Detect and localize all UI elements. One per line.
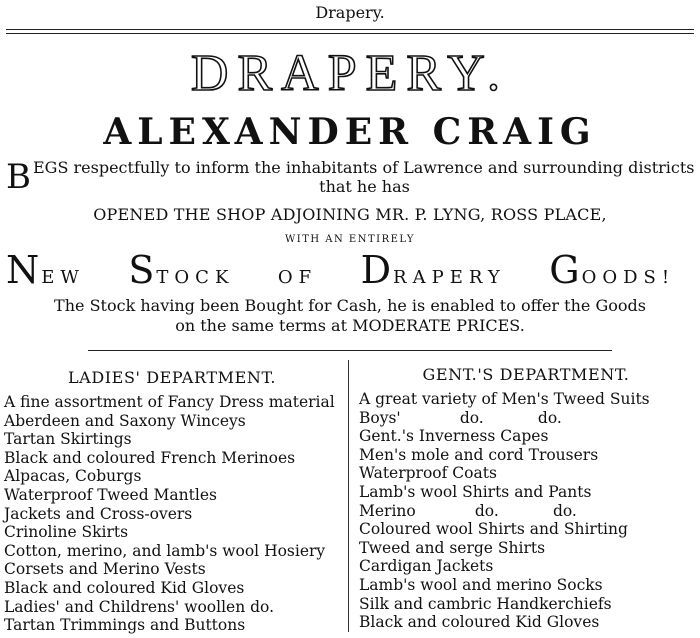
stock-paragraph — [0, 296, 700, 336]
intro-line-1: EGS respectfully to inform the inhabitants of Lawrence and surrounding districts — [33, 158, 695, 177]
ladies-list-item: Crinoline Skirts — [4, 523, 129, 542]
ad-headline: DRAPERY. — [190, 45, 510, 102]
ladies-list-item: Black and coloured French Merinoes — [4, 448, 296, 467]
gents-list-item: Lamb's wool and merino Socks — [359, 575, 603, 594]
new-stock-word-5: OODS! — [581, 267, 676, 288]
gents-list-item: Tweed and serge Shirts — [359, 538, 546, 557]
gents-list-item: Black and coloured Kid Gloves — [359, 613, 600, 632]
ladies-list — [4, 393, 346, 635]
intro-paragraph — [6, 158, 696, 196]
gents-list-item: Lamb's wool Shirts and Pants — [359, 482, 592, 501]
ladies-list-item: Alpacas, Coburgs — [4, 467, 142, 486]
new-stock-word-2: TOCK — [156, 267, 235, 288]
ladies-list-item: Black and coloured Kid Gloves — [4, 578, 245, 597]
gents-list-item: Boys' do. do. — [359, 408, 562, 427]
ladies-list-item: Waterproof Tweed Mantles — [4, 485, 217, 504]
ladies-list-item: Tartan Skirtings — [4, 430, 132, 449]
stock-line-2: on the same terms at MODERATE PRICES. — [175, 316, 525, 335]
header-rule-bottom — [6, 33, 694, 34]
new-stock-cap-n: N — [6, 248, 42, 292]
ladies-list-item: Corsets and Merino Vests — [4, 560, 206, 579]
new-stock-word-4: RAPERY — [393, 267, 506, 288]
gents-list-item: Men's mole and cord Trousers — [359, 445, 599, 464]
gents-heading: GENT.'S DEPARTMENT. — [422, 365, 630, 384]
new-stock-word-3: OF — [277, 267, 318, 288]
gents-list-item: Cardigan Jackets — [359, 557, 494, 576]
ladies-list-item: Ladies' and Childrens' woollen do. — [4, 597, 275, 616]
with-line: WITH AN ENTIRELY — [284, 234, 416, 245]
new-stock-cap-g: G — [549, 248, 582, 292]
stock-line-1: The Stock having been Bought for Cash, he is enabled to offer the Goods — [54, 296, 646, 315]
gents-list — [359, 390, 695, 632]
ladies-list-item: Jackets and Cross-overs — [4, 504, 193, 523]
gents-list-item: Merino do. do. — [359, 501, 577, 520]
new-stock-cap-s: S — [128, 248, 157, 292]
header-rule-top — [6, 29, 694, 30]
gents-list-item: A great variety of Men's Tweed Suits — [359, 390, 650, 408]
ladies-list-item: A fine assortment of Fancy Dress material — [4, 393, 335, 411]
ladies-list-item: Tartan Trimmings and Buttons — [4, 616, 246, 635]
gents-list-item: Coloured wool Shirts and Shirting — [359, 520, 628, 539]
merchant-name: ALEXANDER CRAIG — [103, 111, 597, 153]
new-stock-word-1: EW — [41, 267, 85, 288]
gents-list-item: Silk and cambric Handkerchiefs — [359, 594, 612, 613]
ladies-list-item: Aberdeen and Saxony Winceys — [4, 411, 246, 430]
column-divider — [348, 360, 349, 632]
section-rule — [88, 350, 612, 351]
page-header: Drapery. — [315, 3, 385, 22]
gents-list-item: Waterproof Coats — [359, 464, 497, 483]
gents-list-item: Gent.'s Inverness Capes — [359, 427, 549, 446]
ladies-heading: LADIES' DEPARTMENT. — [67, 368, 277, 387]
new-stock-banner — [6, 248, 696, 292]
shop-line: OPENED THE SHOP ADJOINING MR. P. LYNG, ROSS PLACE, — [93, 205, 607, 224]
intro-dropcap: B — [6, 157, 31, 197]
new-stock-cap-d: D — [360, 248, 394, 292]
ladies-list-item: Cotton, merino, and lamb's wool Hosiery — [4, 541, 326, 560]
intro-line-2: that he has — [319, 177, 410, 196]
